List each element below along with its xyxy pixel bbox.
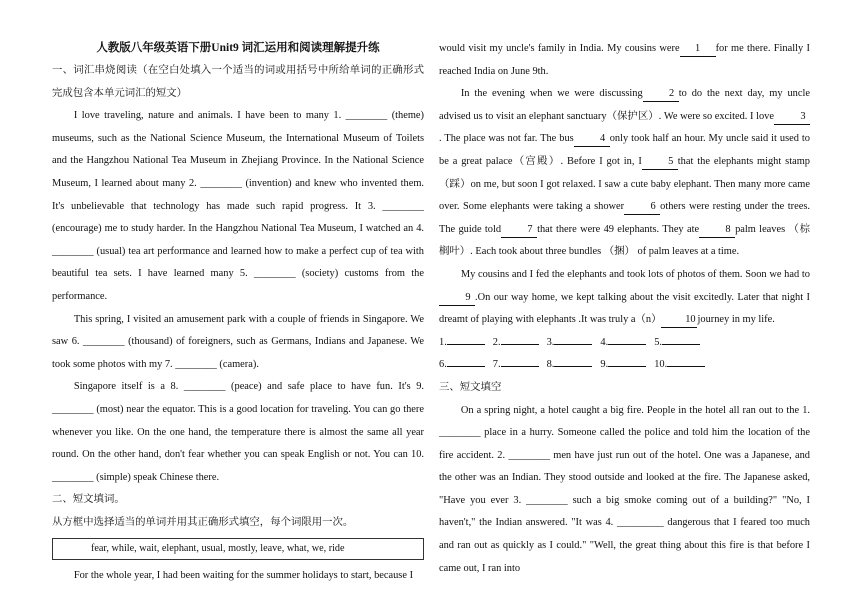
section-1-paragraph-1: I love traveling, nature and animals. I have been to many 1. ________ (theme) museums, such as the National Science Museum, the International Museum of Toilets and the Hangzhou National Tea Museum in Zhejiang Province. In the National Science Museum, I learned about many 2. ________ (invention) and knew who invented them. It's unbelievable that technology has made such rapid progress. It 3. ________ (encourage) me to study harder. In the Hangzhou National Tea Museum, I watched an 4. ________ (usual) tea art performance and learned how to make a perfect cup of tea with beautiful tea sets. I have learned many 5. ________ (society) customs from the performance. [52, 110, 424, 302]
answer-field-9[interactable] [608, 366, 646, 367]
answer-field-8[interactable] [554, 366, 592, 367]
blank-2[interactable]: 2 [643, 87, 679, 102]
answer-line-2: 6. 7. 8. 9. 10. [439, 354, 810, 377]
answer-field-1[interactable] [447, 344, 485, 345]
section-2-paragraph-1-start: For the whole year, I had been waiting for the summer holidays to start, because I [73, 570, 414, 582]
blank-10[interactable]: 10 [661, 313, 697, 328]
section-2-heading: 二、短文填词。 [52, 494, 125, 506]
answer-field-3[interactable] [554, 344, 592, 345]
page-title: 人教版八年级英语下册Unit9 词汇运用和阅读理解提升练 [96, 42, 380, 54]
blank-7[interactable]: 7 [501, 223, 537, 238]
blank-8[interactable]: 8 [699, 223, 735, 238]
word-box: fear, while, wait, elephant, usual, mostly, leave, what, we, ride [52, 538, 424, 560]
section-3-paragraph: On a spring night, a hotel caught a big fire. People in the hotel all ran out to the 1. ________ place in a hurry. Someone called the police and told him the location of the fire accident. 2. ________ men have just run out of the hotel. One was a Japanese, and the other was an Indian. They stood outside and looked at the fire. The Japanese asked, "Have you ever 3. ________ such a big smoke coming out of a building?" "No, I haven't," the Indian answered. "It was 4. _________ dangerous that I feared too much and ran out as quickly as I could." "Well, the great thing about this fire is that before I came out, I ran into [439, 404, 810, 574]
blank-6[interactable]: 6 [624, 200, 660, 215]
section-1-heading: 一、词汇串烧阅读（在空白处填入一个适当的词或用括号中所给单词的正确形式完成包含本单元词汇的短文） [52, 65, 424, 99]
section-1-paragraph-3: Singapore itself is a 8. ________ (peace) and safe place to have fun. It's 9. ________ (most) near the equator. This is a good location for traveling. You can go there whenever you like. On the one hand, the temperature there is almost the same all year round. On the other hand, don't fear whether you can speak English or not. You can 10. ________ (simple) speak Chinese there. [52, 381, 424, 483]
answer-field-2[interactable] [501, 344, 539, 345]
right-column [439, 38, 810, 580]
answer-field-6[interactable] [447, 366, 485, 367]
answer-field-10[interactable] [667, 366, 705, 367]
section-2-paragraph-3: My cousins and I fed the elephants and took lots of photos of them. Soon we had to9 .On our way home, we kept talking about the visit excitedly. Later that night I dreamt of playing with elephants .It was truly a（n） 10 journey in my life. [439, 264, 810, 332]
left-column [52, 38, 424, 588]
blank-1[interactable]: 1 [680, 42, 716, 57]
answer-field-5[interactable] [662, 344, 700, 345]
section-2-instruction: 从方框中选择适当的单词并用其正确形式填空，每个词限用一次。 [52, 516, 354, 528]
blank-9[interactable]: 9 [439, 291, 475, 306]
section-3-heading: 三、短文填空 [439, 381, 502, 393]
answer-field-4[interactable] [608, 344, 646, 345]
section-1-paragraph-2: This spring, I visited an amusement park with a couple of friends in Singapore. We saw 6. ________ (thousand) of foreigners, such as Germans, Indians and Japanese. We took some photos with my 7. ________ (camera). [52, 313, 424, 370]
section-2-paragraph-2: In the evening when we were discussing 2 to do the next day, my uncle advised us to visit an elephant sanctuary（保护区）. We were so excited. I love 3. The place was not far. The bus 4 only took half an hour. My uncle said it used to be a great palace（宫殿）. Before I got in, I 5 that the elephants might stamp（踩）on me, but soon I got relaxed. I saw a cute baby elephant. Then many more came over. Some elephants were taking a shower 6 others were resting under the trees. The guide told 7 that there were 49 elephants. They ate 8 palm leaves （棕榈叶）. Each took about three bundles （捆） of palm leaves at a time. [439, 88, 811, 258]
blank-3[interactable]: 3 [774, 110, 810, 125]
answer-line-1: 1. 2. 3. 4. 5. [439, 332, 810, 355]
section-2-paragraph-1-cont: would visit my uncle's family in India. My cousins were 1 for me there. Finally I reached India on June 9th. [439, 43, 810, 77]
blank-4[interactable]: 4 [574, 132, 610, 147]
answer-field-7[interactable] [501, 366, 539, 367]
blank-5[interactable]: 5 [642, 155, 678, 170]
